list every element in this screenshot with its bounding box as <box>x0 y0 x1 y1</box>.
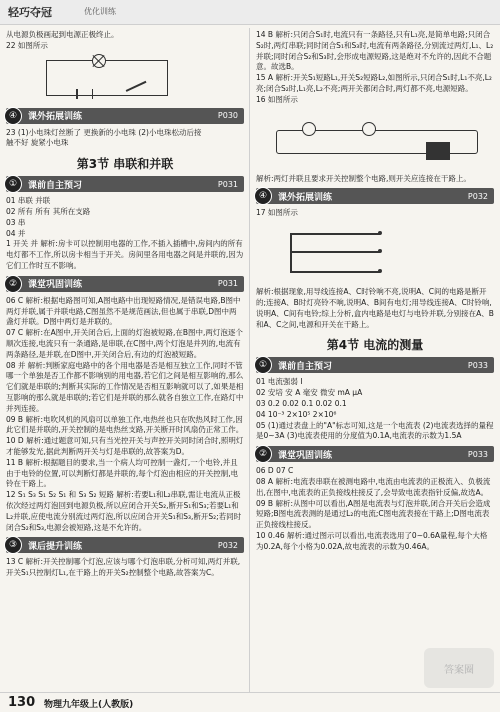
answer-23-line2: 触不好 旋紧小电珠 <box>6 138 69 148</box>
answer-07: 07 C 解析:在A图中,开关闭合后,上面的灯泡被短路,在B图中,两灯泡逐个顺次连接,电流只有一条通路,是串联,在C图中,两个灯泡是并列的,电流有两条路径,是并联,在D图中,开关闭合后,有边的灯泡被短路。 <box>6 328 243 359</box>
column-divider <box>249 28 250 692</box>
band-code: P032 <box>467 191 488 201</box>
band-tag: ④ <box>4 107 22 125</box>
watermark-logo: 答案圈 <box>424 648 494 688</box>
section-band-class-2 <box>256 446 494 462</box>
section-title-4: 第4节 电流的测量 <box>326 338 424 353</box>
band-title: 课堂巩固训练 <box>28 280 83 291</box>
answer-r01: 01 电流强弱 I <box>256 377 303 387</box>
answer-06: 06 C 解析:根据电路图可知,A图电路中出现短路情况,是错误电路,B图中两灯并联,属于并联电路,C图虽然不是规范画法,但也属于串联,D图中两盏灯并联。D图中两灯是并联的。 <box>6 295 241 327</box>
answer-03: 03 串 <box>6 217 26 227</box>
answer-17-note: 解析:根据现象,用导线连接A、C时铃响不亮,说明A、C间的电路是断开的;连接A、B时灯亮铃不响,说明A、B间有电灯;用导线连接A、C时铃响,说明A、C间有电铃;综上分析,盒内电路是电灯与电铃并联,分别接在A、B和A、C之间,电源和开关在干路上。 <box>256 287 494 329</box>
answer-13: 13 C 解析:开关控制哪个灯泡,应该与哪个灯泡串联,分析可知,两灯并联,开关S₁只控制灯L₁,在干路上的开关S₂控制整个电路,故答案为C。 <box>6 557 241 578</box>
circuit-wire <box>290 251 380 253</box>
answer-intro: 从电源负极画起到电源正极终止。 <box>6 30 119 39</box>
circuit-wire <box>46 60 168 96</box>
page-number: 130 <box>8 695 36 710</box>
answer-16-note: 解析:两灯并联且要求开关控制整个电路,则开关应连接在干路上。 <box>256 173 471 183</box>
battery-icon <box>426 142 450 160</box>
circuit-wire <box>290 271 380 273</box>
answer-09: 09 B 解析:电吹风机的风扇可以单独工作,电热丝也只在吹热风时工作,因此它们是并联的,开关控制的是电热丝支路,开关断开时风扇仍正常工作。 <box>6 414 244 435</box>
band-tag: ① <box>4 175 22 193</box>
section-band-preview-2 <box>256 357 494 373</box>
band-code: P031 <box>217 179 238 189</box>
answer-14: 14 B 解析:只闭合S₁时,电流只有一条路径,只有L₁亮,是简单电路;只闭合S₂时,两灯串联;同时闭合S₁和S₃时,电流有两条路径,分别流过两灯,L₁、L₂并联;同时闭合S₂和S₃时,会形成电源短路,这是绝对不允许的,因此不合题意。故选B。 <box>256 30 494 72</box>
band-code: P033 <box>467 449 488 459</box>
answer-r04: 04 10⁻³ 2×10⁵ 2×10⁶ <box>256 409 337 419</box>
answer-12: 12 S₁ S₃ S₁ S₂ S₁ 和 S₃ S₂ 短路 解析:若要L₁和L₂串联,需让电流从正极依次经过两灯泡回到电源负极,所以应闭合开关S₂,断开S₁和S₃;若要L₁和L₂并联,应使电流分别流过两灯泡,所以应闭合开关S₁和S₃,断开S₂;若同时闭合S₂和S₃,电源会被短路,这是不允许的。 <box>6 490 242 532</box>
header-bar <box>0 0 500 25</box>
answer-08: 08 并 解析:判断家庭电路中的各个用电器是否是相互独立工作,同时不管哪一个单独是否工作都不影响别的用电器,若它们之间是相互影响的,那么它们就是串联的;判断其实际的工作情况是否相互影响就可以了,如果是相互影响的那么就是串联的;若它们是并联的那么就各自独立工作,在路灯中并列连接。 <box>6 360 244 413</box>
band-title: 课外拓展训练 <box>28 112 83 123</box>
band-code: P030 <box>217 111 238 121</box>
answer-1: 1 开关 并 解析:房卡可以控制用电器的工作,不插入插槽中,房间内的所有电灯都不工作,所以房卡相当于开关。房间里各用电器之间是并联的,因为它们工作时互不影响。 <box>6 239 244 270</box>
right-column <box>256 30 494 553</box>
brand-logo: 轻巧夺冠 <box>8 6 52 19</box>
bulb-icon <box>302 122 316 136</box>
circuit-diagram-16 <box>256 108 494 168</box>
book-title: 物理九年级上(人教版) <box>44 700 134 710</box>
terminal-dot <box>378 231 382 235</box>
answer-r05: 05 (1)通过表盘上的"A"标志可知,这是一个电流表 (2)电流表选择的量程是0~3A (3)电流表使用的分度值为0.1A,电流表的示数为1.5A <box>256 420 494 441</box>
terminal-dot <box>378 249 382 253</box>
answer-01: 01 串联 并联 <box>6 196 51 206</box>
band-title: 课后提升训练 <box>28 541 83 552</box>
circuit-diagram-22 <box>6 54 244 102</box>
answer-10: 10 D 解析:通过题意可知,只有当光控开关与声控开关同时闭合时,照明灯才能够发光,据此判断两开关与灯是串联的,故答案为D。 <box>6 436 244 456</box>
switch-icon <box>126 90 146 98</box>
band-tag: ④ <box>254 187 272 205</box>
band-tag: ② <box>4 275 22 293</box>
answer-04: 04 并 <box>6 228 26 238</box>
band-tag: ② <box>254 445 272 463</box>
answer-17: 17 如图所示 <box>256 208 298 218</box>
band-title: 课前自主预习 <box>278 361 333 372</box>
bulb-icon <box>92 54 106 68</box>
band-title: 课前自主预习 <box>28 180 83 191</box>
band-title: 课堂巩固训练 <box>278 450 333 461</box>
answer-r03: 03 0.2 0.02 0.1 0.02 0.1 <box>256 398 347 408</box>
band-title: 课外拓展训练 <box>278 192 333 203</box>
section-band-extension <box>6 108 244 124</box>
section-band-preview <box>6 176 244 192</box>
footer-bar <box>0 692 500 712</box>
band-tag: ① <box>254 356 272 374</box>
answer-02: 02 所有 所有 其所在支路 <box>6 206 91 216</box>
answer-16: 16 如图所示 <box>256 94 298 104</box>
circuit-diagram-17 <box>256 221 494 281</box>
section-title-3: 第3节 串联和并联 <box>76 157 174 172</box>
battery-icon <box>76 89 93 99</box>
band-code: P031 <box>217 279 238 289</box>
section-band-after <box>6 537 244 553</box>
answer-23-line1: 23 (1)小电珠灯丝断了 更换新的小电珠 (2)小电珠松动后接 <box>6 127 202 137</box>
section-band-extension-2 <box>256 188 494 204</box>
band-tag: ③ <box>4 536 22 554</box>
section-band-class <box>6 276 244 292</box>
circuit-wire <box>290 233 292 273</box>
circuit-wire <box>290 233 380 235</box>
answer-22: 22 如图所示 <box>6 40 48 50</box>
left-column <box>6 30 244 579</box>
answer-r02: 02 安培 安 A 毫安 微安 mA μA <box>256 388 363 398</box>
answer-r09: 09 B 解析:从图中可以看出,A图是电流表与灯泡并联,闭合开关后会造成短路;B图电流表测的是通过L₂的电流;C图电流表接在干路上;D图电流表正负接线柱接反。 <box>256 498 491 530</box>
bulb-icon <box>362 122 376 136</box>
brand-subtitle: 优化训练 <box>84 7 116 16</box>
answer-r10: 10 0.46 解析:通过图示可以看出,电流表选用了0~0.6A量程,每个大格为0.2A,每个小格为0.02A,故电流表的示数为0.46A。 <box>256 530 488 551</box>
answer-r06: 06 D 07 C <box>256 466 294 476</box>
answer-11: 11 B 解析:根据题目的要求,当一个病人均可控制一盏灯,一个电铃,并且由于电铃的位置,可以判断灯都是并联的,每个灯泡由相应的开关控制,电铃在干路上。 <box>6 457 239 489</box>
answer-r08: 08 A 解析:电流表串联在被测电路中,电流由电流表的正极流入、负极流出,在图中,电流表的正负接线柱接反了,会导致电流表指针反偏,故选A。 <box>256 476 491 497</box>
answer-15: 15 A 解析:开关S₁短路L₁,开关S₂短路L₂,如图所示,只闭合S₁时,L₁不亮,L₂亮;闭合S₂时,L₁亮,L₂不亮;两开关都闭合时,两灯都不亮,电源短路。 <box>256 73 492 93</box>
terminal-dot <box>378 269 382 273</box>
band-code: P032 <box>217 540 238 550</box>
band-code: P033 <box>467 360 488 370</box>
